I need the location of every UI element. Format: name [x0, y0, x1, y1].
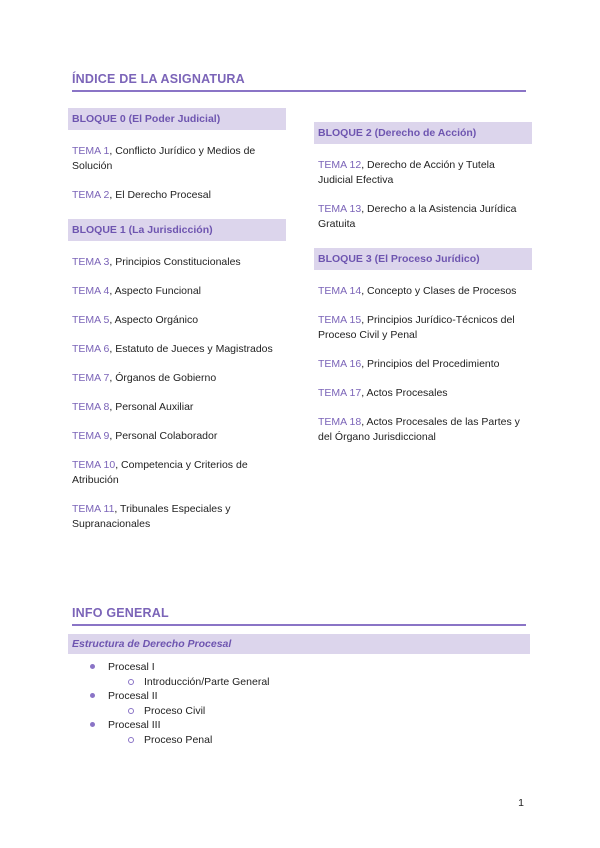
bullet-icon [90, 664, 95, 669]
topic-title: , Conflicto Jurídico y Medios de Solución [72, 145, 256, 172]
block-header: BLOQUE 0 (El Poder Judicial) [68, 108, 286, 130]
outline-item [88, 718, 270, 733]
structure-subheader: Estructura de Derecho Procesal [68, 634, 530, 654]
outline-sublabel: Proceso Penal [144, 733, 213, 746]
topic-item [68, 342, 286, 357]
outline-subitem [88, 675, 270, 690]
topic-item [314, 386, 532, 401]
page-number: 1 [518, 797, 524, 809]
outline-item [88, 689, 270, 704]
structure-outline [88, 660, 270, 748]
topic-title: , Actos Procesales de las Partes y del Órgano Jurisdiccional [318, 416, 520, 443]
topic-number: TEMA 11 [72, 503, 115, 515]
topic-number: TEMA 12 [318, 159, 362, 171]
outline-sublabel: Introducción/Parte General [144, 675, 270, 688]
topic-number: TEMA 16 [318, 358, 362, 370]
topic-title: , Personal Colaborador [109, 430, 218, 442]
topic-title: , Derecho de Acción y Tutela Judicial Efectiva [318, 159, 495, 186]
outline-item [88, 660, 270, 675]
topic-title: , Principios Jurídico-Técnicos del Proceso Civil y Penal [318, 314, 515, 341]
topic-item [314, 313, 532, 343]
topic-title: , Aspecto Orgánico [109, 314, 199, 326]
topic-title: , Principios del Procedimiento [361, 358, 500, 370]
outline-label: Procesal III [108, 719, 161, 732]
outline-label: Procesal II [108, 690, 158, 703]
topic-number: TEMA 10 [72, 459, 116, 471]
block-header: BLOQUE 2 (Derecho de Acción) [314, 122, 532, 144]
topic-number: TEMA 8 [72, 401, 110, 413]
topic-item [68, 458, 286, 488]
hollow-bullet-icon [128, 708, 134, 714]
topic-title: , Principios Constitucionales [109, 256, 241, 268]
topic-item [314, 357, 532, 372]
topic-number: TEMA 14 [318, 285, 362, 297]
hollow-bullet-icon [128, 737, 134, 743]
topic-title: , Competencia y Criterios de Atribución [72, 459, 248, 486]
topic-number: TEMA 13 [318, 203, 362, 215]
topic-number: TEMA 15 [318, 314, 362, 326]
topic-number: TEMA 3 [72, 256, 110, 268]
topic-item [68, 188, 286, 203]
outline-label: Procesal I [108, 661, 155, 673]
topic-number: TEMA 17 [318, 387, 362, 399]
right-column [314, 122, 532, 445]
topic-number: TEMA 18 [318, 416, 362, 428]
hollow-bullet-icon [128, 679, 134, 685]
outline-sublabel: Proceso Civil [144, 704, 206, 717]
outline-subitem [88, 733, 270, 748]
topic-item [68, 502, 286, 532]
topic-title: , Derecho a la Asistencia Jurídica Gratuita [318, 203, 517, 230]
info-title: INFO GENERAL [72, 606, 526, 626]
outline-subitem [88, 704, 270, 719]
topic-title: , Actos Procesales [361, 387, 448, 399]
topic-item [68, 429, 286, 444]
bullet-icon [90, 693, 95, 698]
topic-item [68, 284, 286, 299]
topic-item [68, 371, 286, 386]
topic-item [314, 158, 532, 188]
topic-title: , Estatuto de Jueces y Magistrados [109, 343, 273, 355]
topic-title: , Concepto y Clases de Procesos [361, 285, 517, 297]
topic-number: TEMA 2 [72, 189, 110, 201]
topic-number: TEMA 5 [72, 314, 110, 326]
left-column [68, 108, 286, 532]
topic-title: , El Derecho Procesal [109, 189, 211, 201]
topic-number: TEMA 7 [72, 372, 110, 384]
topic-item [314, 202, 532, 232]
bullet-icon [90, 722, 95, 727]
index-title: ÍNDICE DE LA ASIGNATURA [72, 72, 526, 92]
topic-title: , Personal Auxiliar [109, 401, 194, 413]
topic-number: TEMA 4 [72, 285, 110, 297]
topic-item [68, 313, 286, 328]
topic-title: , Tribunales Especiales y Supranacionales [72, 503, 231, 530]
topic-number: TEMA 1 [72, 145, 110, 157]
block-header: BLOQUE 3 (El Proceso Jurídico) [314, 248, 532, 270]
topic-title: , Aspecto Funcional [109, 285, 201, 297]
topic-item [314, 415, 532, 445]
topic-item [314, 284, 532, 299]
topic-number: TEMA 9 [72, 430, 110, 442]
block-header: BLOQUE 1 (La Jurisdicción) [68, 219, 286, 241]
topic-title: , Órganos de Gobierno [109, 372, 217, 384]
topic-item [68, 255, 286, 270]
topic-item [68, 400, 286, 415]
topic-item [68, 144, 286, 174]
topic-number: TEMA 6 [72, 343, 110, 355]
